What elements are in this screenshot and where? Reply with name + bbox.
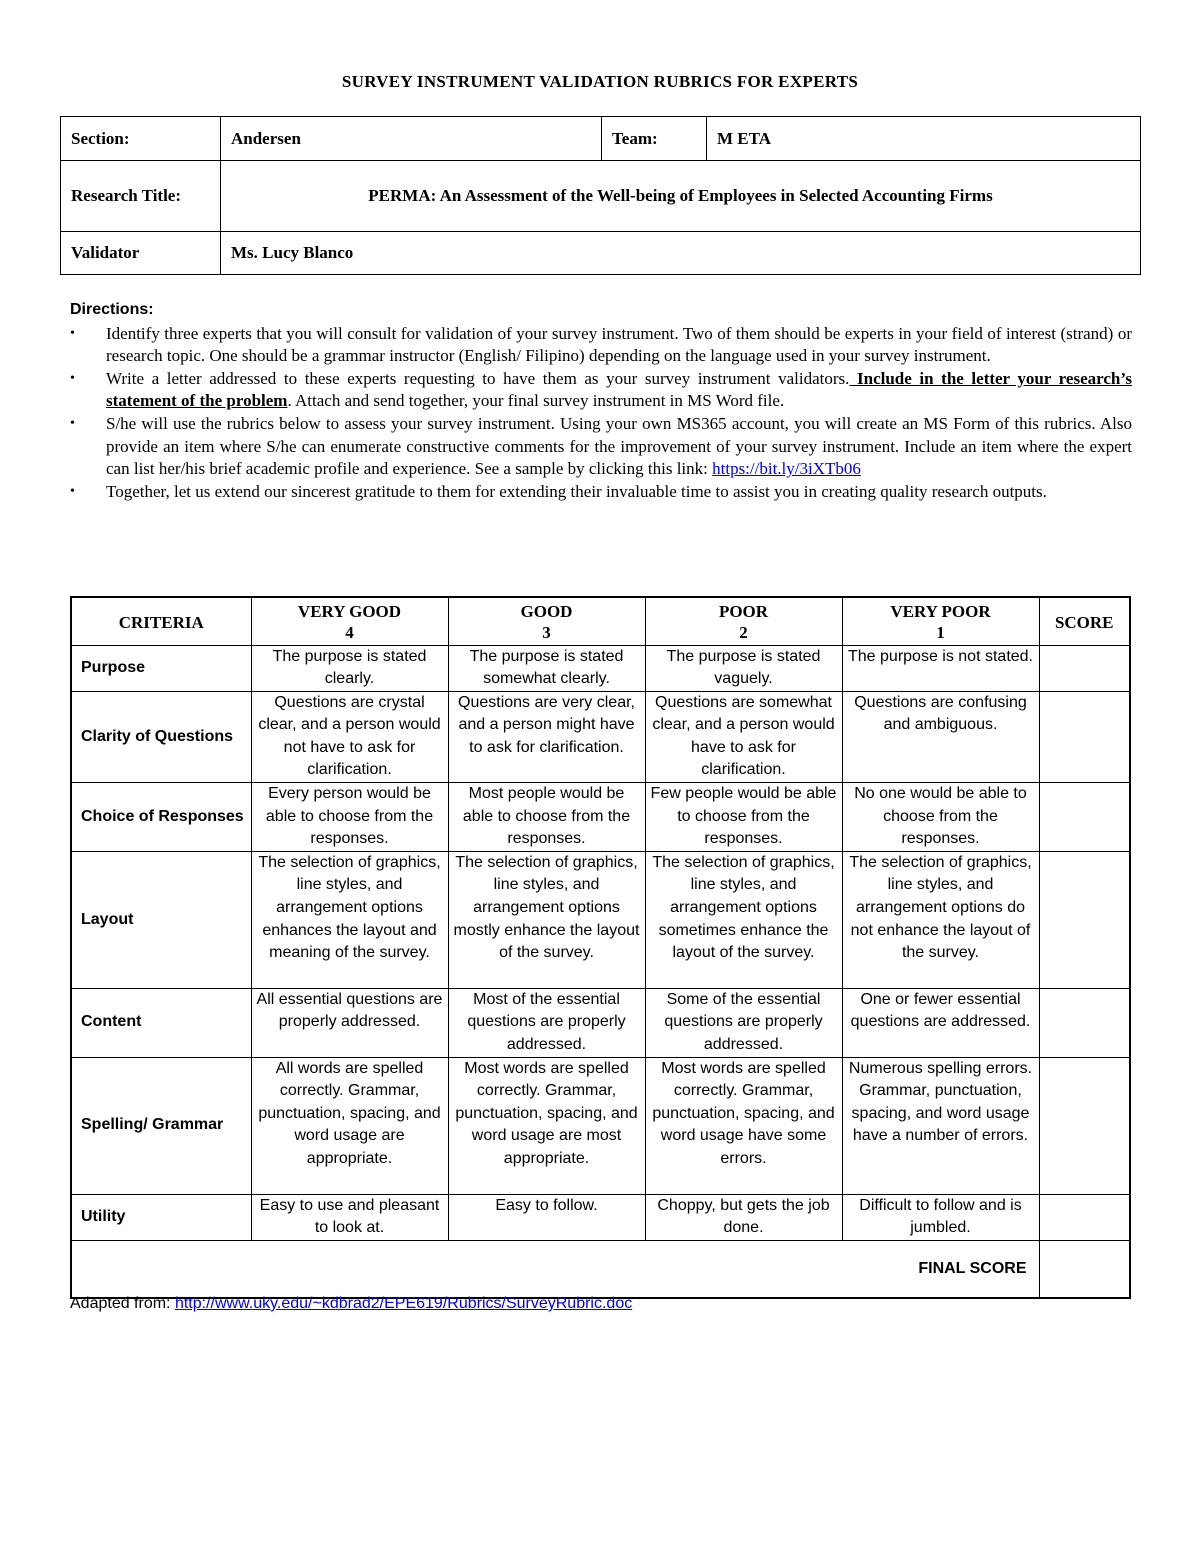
descriptor-very-good: Questions are crystal clear, and a person would not have to ask for clarification. (251, 691, 448, 782)
descriptor-poor: The selection of graphics, line styles, and arrangement options sometimes enhance the layout of the survey. (645, 851, 842, 988)
descriptor-poor: Choppy, but gets the job done. (645, 1194, 842, 1240)
adapted-label: Adapted from: (70, 1295, 175, 1312)
descriptor-good: Most people would be able to choose from the responses. (448, 783, 645, 852)
header-criteria: CRITERIA (71, 597, 251, 645)
section-label: Section: (61, 117, 221, 161)
header-score: SCORE (1039, 597, 1130, 645)
criterion-label: Spelling/ Grammar (71, 1057, 251, 1194)
bullet-icon: • (70, 483, 75, 499)
team-value: M ETA (707, 117, 1141, 161)
final-score-label: FINAL SCORE (71, 1240, 1039, 1298)
validator-label: Validator (61, 232, 221, 275)
rubric-row-spelling (71, 1057, 1130, 1194)
header-good (448, 597, 645, 645)
directions-list (70, 323, 1132, 504)
header-very-good (251, 597, 448, 645)
descriptor-very-poor: One or fewer essential questions are addressed. (842, 988, 1039, 1057)
directions-item-text: S/he will use the rubrics below to assess your survey instrument. Using your own MS365 account, you will create an MS Form of this rubrics. Also provide an item where S/he can enumerate constructive comments for the improvement of your survey instrument. Include an item where the expert can list her/his brief academic profile and experience. See a sample by clicking this link: (106, 413, 1132, 479)
header-very-poor (842, 597, 1039, 645)
criterion-label: Utility (71, 1194, 251, 1240)
header-very-good-label: VERY GOOD (297, 602, 402, 622)
descriptor-very-good: The selection of graphics, line styles, and arrangement options enhances the layout and meaning of the survey. (251, 851, 448, 988)
team-label: Team: (602, 117, 707, 161)
directions-heading: Directions: (70, 301, 154, 318)
score-cell[interactable] (1039, 645, 1130, 691)
rubric-header-row (71, 597, 1130, 645)
criterion-label: Layout (71, 851, 251, 988)
problem-statement-emphasis: Include in the letter your research’s statement of the problem (106, 368, 1133, 411)
directions-item-text: Together, let us extend our sincerest gratitude to them for extending their invaluable time to assist you in creating quality research outputs. (106, 481, 1047, 501)
info-row-research-title (61, 161, 1141, 232)
info-row-section (61, 117, 1141, 161)
rubric-row-choice (71, 783, 1130, 852)
descriptor-very-poor: Difficult to follow and is jumbled. (842, 1194, 1039, 1240)
descriptor-poor: Most words are spelled correctly. Grammar, punctuation, spacing, and word usage have some errors. (645, 1057, 842, 1194)
descriptor-very-poor: Numerous spelling errors. Grammar, punctuation, spacing, and word usage have a number of errors. (842, 1057, 1039, 1194)
rubric-row-purpose (71, 645, 1130, 691)
research-title-label: Research Title: (61, 161, 221, 232)
directions-item (70, 368, 1132, 413)
header-poor (645, 597, 842, 645)
directions (70, 299, 1132, 503)
score-cell[interactable] (1039, 1057, 1130, 1194)
header-very-good-score: 4 (345, 623, 354, 643)
directions-item (70, 481, 1132, 504)
descriptor-good: Most of the essential questions are properly addressed. (448, 988, 645, 1057)
section-value: Andersen (221, 117, 602, 161)
bullet-icon: • (70, 415, 75, 431)
header-good-label: GOOD (520, 602, 573, 622)
directions-item-text: Write a letter addressed to these experts requesting to have them as your survey instrument validators. (106, 368, 850, 388)
score-cell[interactable] (1039, 783, 1130, 852)
descriptor-good: Questions are very clear, and a person might have to ask for clarification. (448, 691, 645, 782)
rubric-row-clarity (71, 691, 1130, 782)
criterion-label: Purpose (71, 645, 251, 691)
score-cell[interactable] (1039, 691, 1130, 782)
validator-value: Ms. Lucy Blanco (221, 232, 1141, 275)
bullet-icon: • (70, 370, 75, 386)
bullet-icon: • (70, 325, 75, 341)
directions-item (70, 323, 1132, 368)
score-cell[interactable] (1039, 988, 1130, 1057)
sample-form-link[interactable]: https://bit.ly/3iXTb06 (712, 459, 861, 479)
criterion-label: Content (71, 988, 251, 1057)
criterion-label: Clarity of Questions (71, 691, 251, 782)
header-very-poor-label: VERY POOR (890, 602, 991, 622)
directions-item (70, 413, 1132, 481)
score-cell[interactable] (1039, 851, 1130, 988)
header-very-poor-score: 1 (936, 623, 945, 643)
adapted-from (70, 1295, 632, 1313)
header-poor-score: 2 (739, 623, 748, 643)
rubric-row-content (71, 988, 1130, 1057)
rubric-row-utility (71, 1194, 1130, 1240)
descriptor-poor: Questions are somewhat clear, and a person would have to ask for clarification. (645, 691, 842, 782)
page-title: SURVEY INSTRUMENT VALIDATION RUBRICS FOR EXPERTS (341, 72, 859, 91)
descriptor-good: Most words are spelled correctly. Grammar, punctuation, spacing, and word usage are most appropriate. (448, 1057, 645, 1194)
info-row-validator (61, 232, 1141, 275)
descriptor-poor: The purpose is stated vaguely. (645, 645, 842, 691)
descriptor-very-good: The purpose is stated clearly. (251, 645, 448, 691)
directions-item-text: Identify three experts that you will consult for validation of your survey instrument. Two of them should be experts in your field of interest (strand) or research topic. One should be a grammar instructor (English/ Filipino) depending on the language used in your survey instrument. (106, 323, 1132, 366)
descriptor-very-poor: The purpose is not stated. (842, 645, 1039, 691)
descriptor-very-good: Every person would be able to choose from the responses. (251, 783, 448, 852)
header-good-score: 3 (542, 623, 551, 643)
descriptor-very-good: All essential questions are properly addressed. (251, 988, 448, 1057)
source-link[interactable]: http://www.uky.edu/~kdbrad2/EPE619/Rubrics/SurveyRubric.doc (174, 1295, 633, 1312)
descriptor-very-good: All words are spelled correctly. Grammar, punctuation, spacing, and word usage are appropriate. (251, 1057, 448, 1194)
descriptor-very-poor: The selection of graphics, line styles, and arrangement options do not enhance the layout of the survey. (842, 851, 1039, 988)
descriptor-very-good: Easy to use and pleasant to look at. (251, 1194, 448, 1240)
rubric-table (70, 596, 1131, 1299)
directions-item-tail: . Attach and send together, your final survey instrument in MS Word file. (287, 391, 785, 411)
rubric-final-row (71, 1240, 1130, 1298)
final-score-cell[interactable] (1039, 1240, 1130, 1298)
score-cell[interactable] (1039, 1194, 1130, 1240)
descriptor-poor: Few people would be able to choose from the responses. (645, 783, 842, 852)
research-title-value: PERMA: An Assessment of the Well-being of Employees in Selected Accounting Firms (221, 161, 1141, 232)
descriptor-poor: Some of the essential questions are properly addressed. (645, 988, 842, 1057)
descriptor-good: The purpose is stated somewhat clearly. (448, 645, 645, 691)
header-poor-label: POOR (718, 602, 769, 622)
descriptor-good: Easy to follow. (448, 1194, 645, 1240)
descriptor-very-poor: No one would be able to choose from the responses. (842, 783, 1039, 852)
info-table (60, 116, 1141, 275)
rubric-row-layout (71, 851, 1130, 988)
criterion-label: Choice of Responses (71, 783, 251, 852)
descriptor-very-poor: Questions are confusing and ambiguous. (842, 691, 1039, 782)
descriptor-good: The selection of graphics, line styles, and arrangement options mostly enhance the layout of the survey. (448, 851, 645, 988)
